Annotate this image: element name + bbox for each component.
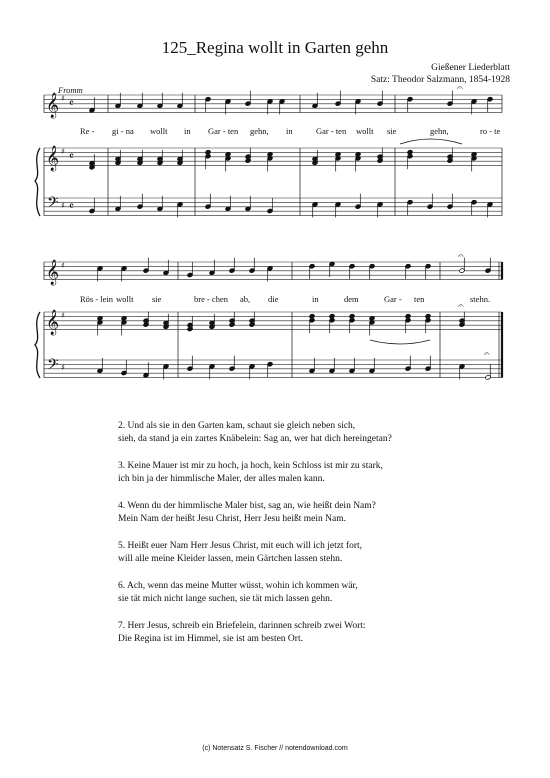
lyric-syllable: sie: [387, 126, 397, 136]
lyric-syllable: in: [286, 126, 293, 136]
lyric-syllable: Re -: [80, 126, 95, 136]
lyric-syllable: ro - te: [480, 126, 501, 136]
treble-clef: 𝄞: [46, 93, 60, 118]
lyric-syllable: sie: [152, 294, 162, 304]
verse-5: [118, 540, 498, 566]
arranger-credit: Satz: Theodor Salzmann, 1854-1928: [370, 75, 510, 85]
fermata: 𝄐: [458, 251, 464, 262]
lyric-syllable: wollt: [116, 294, 134, 304]
verse-line: 6. Ach, wenn das meine Mutter wüsst, wohin ich kommen wär,: [118, 580, 358, 591]
lyric-syllable: die: [268, 294, 279, 304]
score-engraving: [35, 83, 502, 380]
treble-clef: 𝄞: [46, 146, 60, 171]
piano-brace: [35, 148, 40, 216]
verse-line: 7. Herr Jesus, schreib ein Briefelein, darinnen schreib zwei Wort:: [118, 620, 366, 631]
treble-clef: 𝄞: [46, 260, 60, 285]
key-signature-sharp: ♯: [61, 363, 65, 372]
key-signature-sharp: ♯: [61, 311, 65, 320]
key-signature-sharp: ♯: [61, 147, 65, 156]
time-signature: 𝄴: [69, 97, 74, 110]
tempo-marking: Fromm: [58, 85, 83, 95]
song-title: 125_Regina wollt in Garten gehn: [161, 38, 389, 57]
lyric-syllable: wollt: [356, 126, 374, 136]
lyric-syllable: stehn.: [470, 294, 491, 304]
verse-line: 4. Wenn du der himmlische Maler bist, sag an, wie heißt dein Nam?: [118, 500, 376, 511]
time-signature: 𝄴: [69, 150, 74, 163]
verse-line: sieh, da stand ja ein zartes Knäbelein: Sag an, wer hat dich hereingetan?: [118, 434, 392, 445]
slur: [370, 340, 430, 344]
piano-brace: [35, 312, 40, 378]
verse-line: Mein Nam der heißt Jesu Christ, Herr Jesu heißt mein Nam.: [118, 514, 346, 525]
verse-line: 5. Heißt euer Nam Herr Jesus Christ, mit euch will ich jetzt fort,: [118, 540, 363, 551]
lyric-syllable: ab,: [240, 294, 251, 304]
key-signature-sharp: ♯: [61, 201, 65, 210]
verse-6: [118, 580, 498, 606]
fermata: 𝄐: [458, 301, 464, 312]
lyric-syllable: Rös - lein: [80, 294, 114, 304]
lyric-syllable: ten: [414, 294, 425, 304]
fermata: 𝄐: [457, 83, 463, 94]
lyric-syllable: gi - na: [112, 126, 134, 136]
fermata: 𝄐: [484, 349, 490, 360]
verse-line: sie tät mich nicht lange suchen, sie tät mich lassen gehn.: [118, 593, 333, 604]
key-signature-sharp: ♯: [61, 261, 65, 270]
verse-7: [118, 620, 498, 646]
bass-clef: 𝄢: [47, 356, 59, 377]
lyric-syllable: Gar - ten: [316, 126, 347, 136]
lyric-syllable: gehn,: [250, 126, 269, 136]
lyric-syllable: Gar -: [384, 294, 402, 304]
lyric-syllable: in: [312, 294, 319, 304]
verses: [118, 420, 498, 659]
verse-4: [118, 500, 498, 526]
slur: [400, 139, 462, 144]
verse-line: Die Regina ist im Himmel, sie ist am besten Ort.: [118, 633, 303, 644]
verse-line: 3. Keine Mauer ist mir zu hoch, ja hoch, kein Schloss ist mir zu stark,: [118, 460, 383, 471]
bass-clef: 𝄢: [47, 194, 59, 215]
lyric-syllable: in: [184, 126, 191, 136]
lyric-syllable: dem: [344, 294, 359, 304]
time-signature: 𝄴: [69, 200, 74, 213]
lyric-syllable: bre - chen: [194, 294, 228, 304]
verse-2: [118, 420, 498, 446]
source-credit: Gießener Liederblatt: [431, 63, 510, 73]
treble-clef: 𝄞: [46, 310, 60, 335]
verse-line: 2. Und als sie in den Garten kam, schaut sie gleich neben sich,: [118, 421, 356, 431]
verse-3: [118, 460, 498, 486]
copyright-footer: (c) Notensatz S. Fischer // notendownload.com: [202, 745, 348, 752]
verse-line: ich bin ja der himmlische Maler, der alles malen kann.: [118, 474, 325, 485]
key-signature-sharp: ♯: [61, 94, 65, 103]
lyric-syllable: wollt: [150, 126, 168, 136]
lyric-syllable: gehn,: [430, 126, 449, 136]
verse-line: will alle meine Kleider lassen, mein Gärtchen lassen stehn.: [118, 553, 343, 564]
lyric-syllable: Gar - ten: [208, 126, 239, 136]
